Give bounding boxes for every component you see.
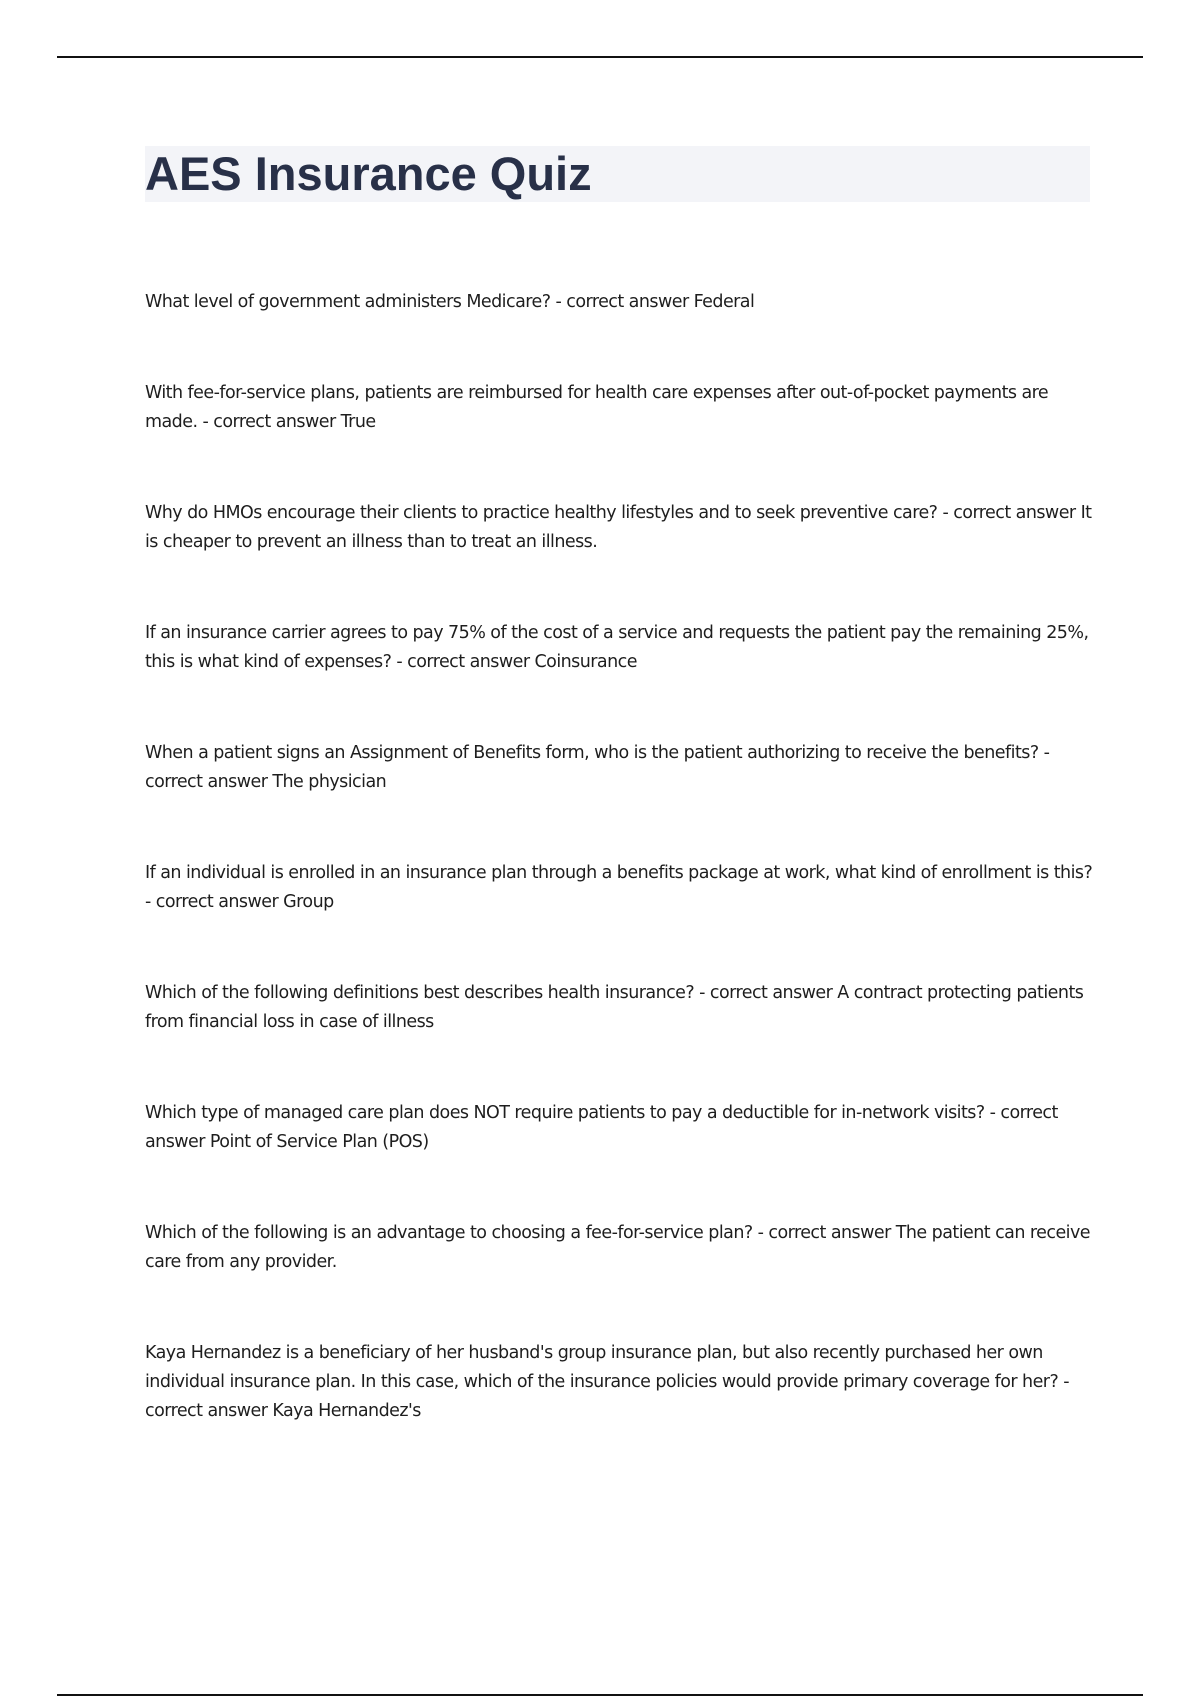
- qa-item: Kaya Hernandez is a beneficiary of her husband's group insurance plan, but also recently purchased her own individual insurance plan. In this case, which of the insurance policies would provide primary coverage for her? - correct answer Kaya Hernandez's: [145, 1343, 1069, 1421]
- qa-item: If an insurance carrier agrees to pay 75% of the cost of a service and requests the patient pay the remaining 25%, this is what kind of expenses? - correct answer Coinsurance: [145, 623, 1089, 672]
- header-rule: [57, 56, 1143, 58]
- page-title: AES Insurance Quiz: [145, 147, 592, 200]
- qa-item: If an individual is enrolled in an insurance plan through a benefits package at work, what kind of enrollment is this? - correct answer Group: [145, 863, 1093, 912]
- qa-item: Why do HMOs encourage their clients to practice healthy lifestyles and to seek preventive care? - correct answer It is cheaper to prevent an illness than to treat an illness.: [145, 503, 1092, 552]
- qa-item: With fee-for-service plans, patients are reimbursed for health care expenses after out-of-pocket payments are made. - correct answer True: [145, 383, 1049, 432]
- qa-item: Which type of managed care plan does NOT require patients to pay a deductible for in-network visits? - correct answer Point of Service Plan (POS): [145, 1103, 1058, 1152]
- qa-item: What level of government administers Medicare? - correct answer Federal: [145, 292, 755, 312]
- footer-rule: [57, 1694, 1143, 1696]
- qa-list: [145, 288, 1095, 1488]
- qa-item: Which of the following is an advantage to choosing a fee-for-service plan? - correct answer The patient can receive care from any provider.: [145, 1223, 1091, 1272]
- qa-item: When a patient signs an Assignment of Benefits form, who is the patient authorizing to receive the benefits? - correct answer The physician: [145, 743, 1050, 792]
- qa-item: Which of the following definitions best describes health insurance? - correct answer A contract protecting patients from financial loss in case of illness: [145, 983, 1084, 1032]
